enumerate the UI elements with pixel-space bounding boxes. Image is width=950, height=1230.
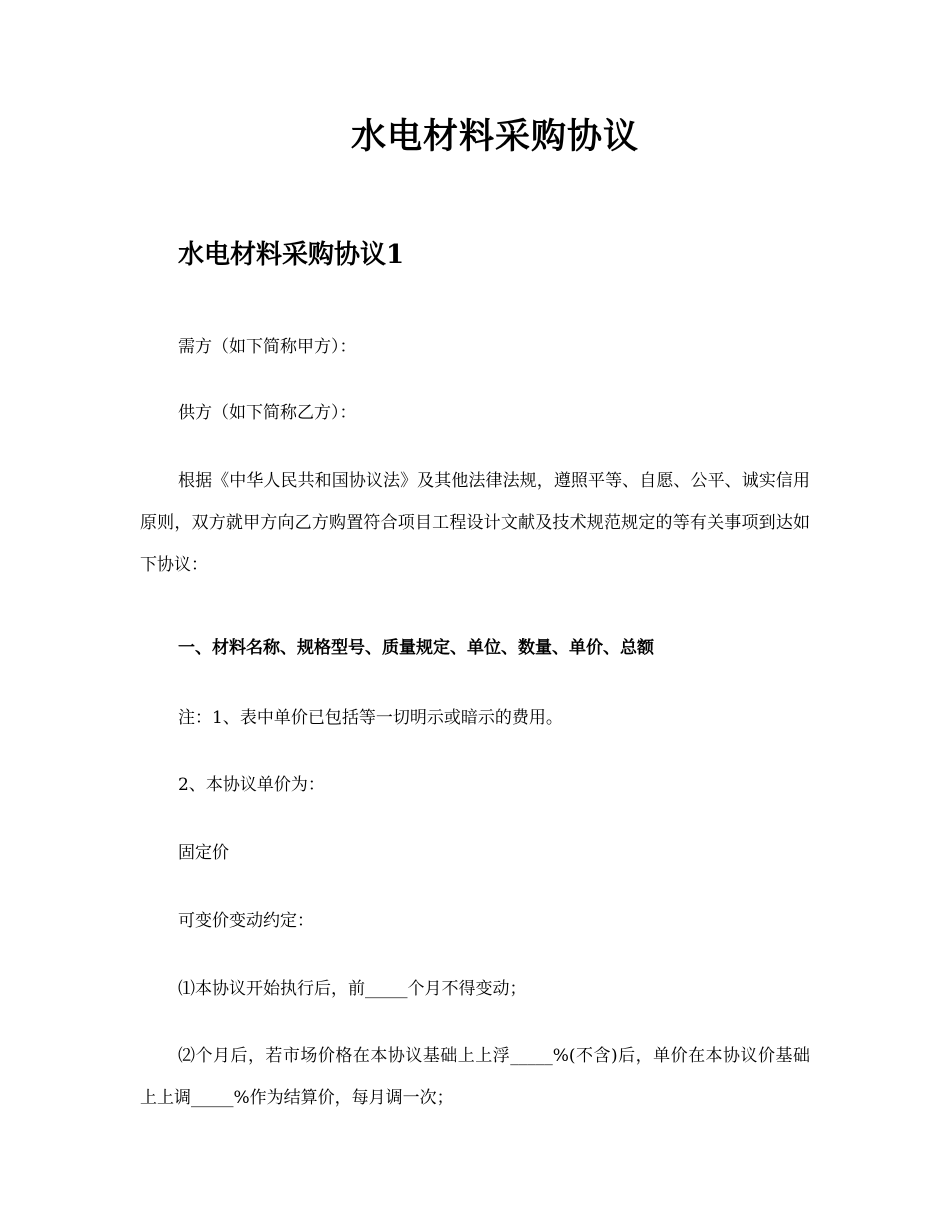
paragraph-note-1: 注：1、表中单价已包括等一切明示或暗示的费用。: [178, 708, 563, 728]
paragraph-fixed-price: 固定价: [178, 843, 229, 863]
paragraph-note-2: 2、本协议单价为：: [178, 775, 325, 795]
paragraph-variation-1: ⑴本协议开始执行后，前_____个月不得变动；: [178, 979, 527, 999]
paragraph-supplier: 供方（如下简称乙方）：: [178, 403, 357, 423]
paragraph-clause-heading: 一、材料名称、规格型号、质量规定、单位、数量、单价、总额: [178, 638, 654, 658]
document-title: 水电材料采购协议: [350, 116, 639, 157]
paragraph-buyer: 需方（如下简称甲方）：: [178, 337, 357, 357]
section-title: 水电材料采购协议1: [178, 240, 405, 270]
paragraph-variation-2: ⑵个月后，若市场价格在本协议基础上上浮_____%(不含)后，单价在本协议价基础上上调_____%作为结算价，每月调一次；: [140, 1046, 810, 1108]
paragraph-preamble: 根据《中华人民共和国协议法》及其他法律法规，遵照平等、自愿、公平、诚实信用原则，双方就甲方向乙方购置符合项目工程设计文献及技术规范规定的等有关事项到达如下协议：: [140, 471, 810, 575]
paragraph-variable-price: 可变价变动约定：: [178, 911, 314, 931]
